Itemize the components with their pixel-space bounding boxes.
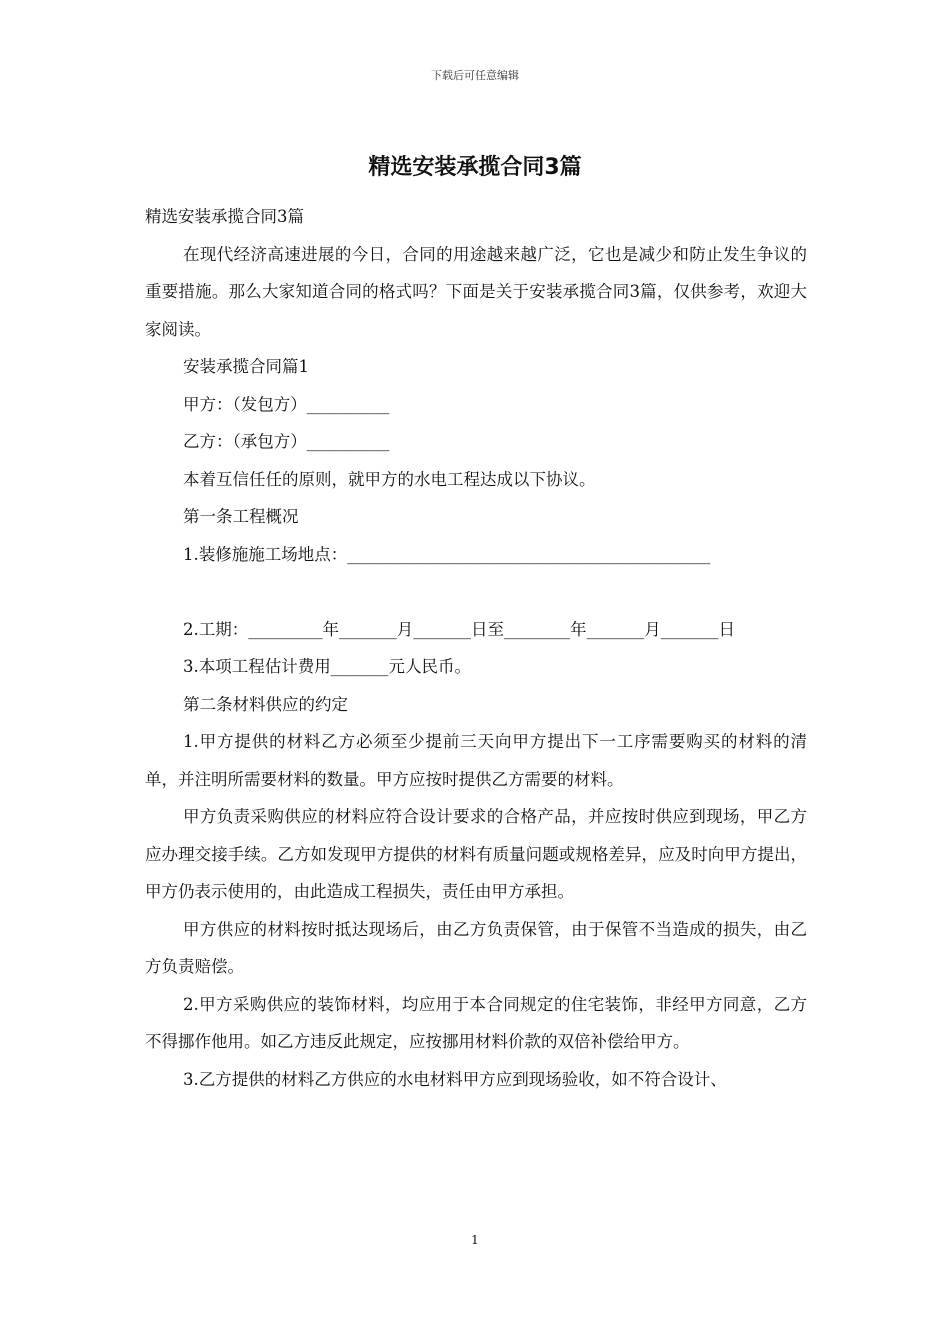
paragraph-article-2: 第二条材料供应的约定 bbox=[183, 694, 348, 714]
paragraph-party-a-procurement: 甲方负责采购供应的材料应符合设计要求的合格产品，并应按时供应到现场，甲乙方应办理交接手续。乙方如发现甲方提供的材料有质量问题或规格差异，应及时向甲方提出，甲方仍表示使用的，由此造成工程损失，责任由甲方承担。 bbox=[145, 807, 807, 901]
paragraph-party-a: 甲方：（发包方）__________ bbox=[183, 394, 390, 414]
paragraph-party-b: 乙方：（承包方）__________ bbox=[183, 432, 390, 451]
paragraph-duration: 2.工期：_________年_______月_______日至________年_______月_______日 bbox=[183, 619, 735, 639]
header-note: 下载后可任意编辑 bbox=[431, 69, 519, 82]
paragraph-subtitle: 精选安装承揽合同3篇 bbox=[145, 207, 304, 226]
page-number: 1 bbox=[471, 1233, 479, 1247]
paragraph-principle: 本着互信任任的原则，就甲方的水电工程达成以下协议。 bbox=[183, 469, 596, 489]
paragraph-intro: 在现代经济高速进展的今日，合同的用途越来越广泛，它也是减少和防止发生争议的重要措施。那么大家知道合同的格式吗？下面是关于安装承揽合同3篇，仅供参考，欢迎大家阅读。 bbox=[145, 244, 807, 339]
paragraph-article-1: 第一条工程概况 bbox=[183, 507, 299, 526]
paragraph-estimated-cost: 3.本项工程估计费用_______元人民币。 bbox=[183, 657, 471, 676]
paragraph-site-location: 1.装修施施工场地点：____________________________________________ bbox=[183, 544, 711, 564]
paragraph-clause-2: 2.甲方采购供应的装饰材料，均应用于本合同规定的住宅装饰，非经甲方同意，乙方不得挪作他用。如乙方违反此规定，应按挪用材料价款的双倍补偿给甲方。 bbox=[145, 994, 807, 1051]
paragraph-material-custody: 甲方供应的材料按时抵达现场后，由乙方负责保管，由于保管不当造成的损失，由乙方负责赔偿。 bbox=[145, 919, 807, 976]
paragraph-clause-1: 1.甲方提供的材料乙方必须至少提前三天向甲方提出下一工序需要购买的材料的清单，并注明所需要材料的数量。甲方应按时提供乙方需要的材料。 bbox=[145, 732, 807, 789]
document-title: 精选安装承揽合同3篇 bbox=[368, 155, 582, 180]
document-body bbox=[145, 198, 807, 1098]
blank-line bbox=[145, 573, 807, 611]
paragraph-clause-3: 3.乙方提供的材料乙方供应的水电材料甲方应到现场验收，如不符合设计、 bbox=[183, 1069, 727, 1089]
paragraph-section-heading: 安装承揽合同篇1 bbox=[183, 357, 309, 376]
